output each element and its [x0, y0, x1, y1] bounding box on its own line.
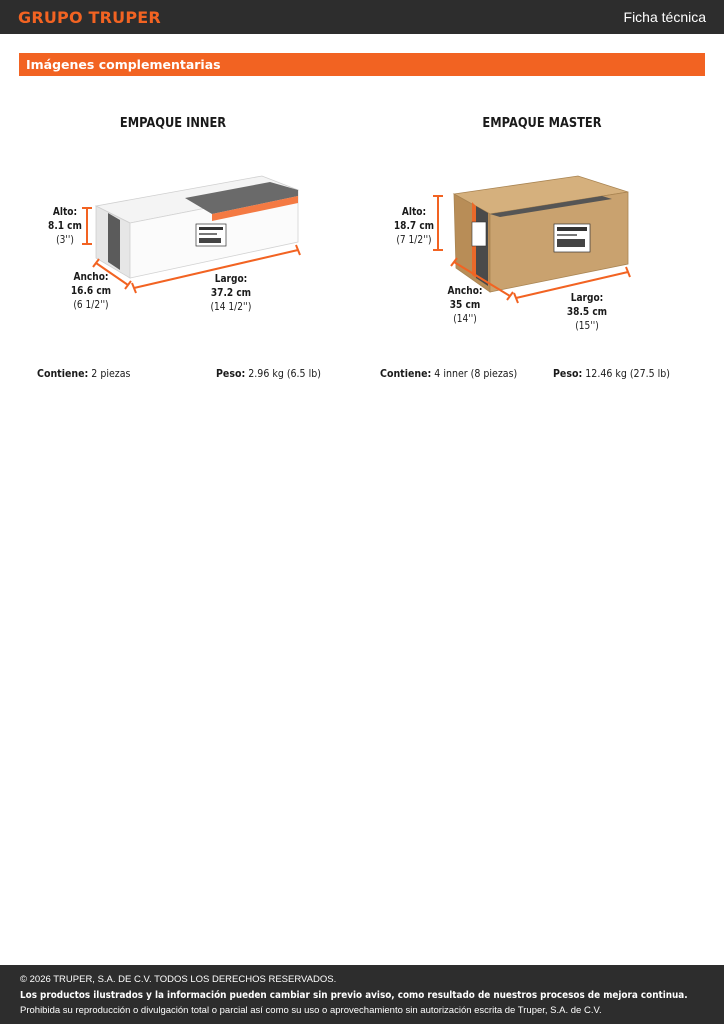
inner-ancho-label: Ancho: 16.6 cm (6 1/2'') — [70, 271, 112, 311]
package-master-title: EMPAQUE MASTER — [482, 116, 602, 131]
footer-copyright: © 2026 TRUPER, S.A. DE C.V. TODOS LOS DERECHOS RESERVADOS. — [20, 974, 337, 985]
inner-contiene: Contiene: 2 piezas — [37, 367, 131, 380]
master-box-illustration — [372, 110, 712, 400]
section-title: Imágenes complementarias — [26, 57, 221, 72]
footer-bar — [0, 965, 724, 1024]
master-peso: Peso: 12.46 kg (27.5 lb) — [553, 367, 670, 380]
inner-largo-label: Largo: 37.2 cm (14 1/2'') — [210, 273, 252, 313]
master-largo-label: Largo: 38.5 cm (15'') — [566, 292, 608, 332]
master-contiene: Contiene: 4 inner (8 piezas) — [380, 367, 518, 380]
footer-rights: Prohibida su reproducción o divulgación total o parcial así como su uso o aprovechamiento sin autorización escrita de Truper, S.A. de C.V. — [20, 1005, 602, 1016]
section-header-bar — [19, 53, 705, 76]
footer-notice: Los productos ilustrados y la información pueden cambiar sin previo aviso, como resultado de nuestros procesos de mejora continua. — [20, 990, 688, 1001]
package-inner — [30, 110, 370, 400]
master-box-shape — [454, 176, 628, 292]
package-master — [372, 110, 712, 400]
grupo-truper-logo: GRUPO TRUPER — [18, 8, 161, 27]
master-alto-label: Alto: 18.7 cm (7 1/2'') — [393, 206, 435, 246]
inner-box-shape — [96, 176, 298, 278]
top-header-bar — [0, 0, 724, 34]
inner-alto-label: Alto: 8.1 cm (3'') — [48, 206, 82, 246]
document-type-label: Ficha técnica — [623, 9, 706, 25]
master-ancho-label: Ancho: 35 cm (14'') — [447, 285, 483, 325]
package-inner-title: EMPAQUE INNER — [119, 116, 227, 131]
inner-box-illustration — [30, 110, 370, 400]
inner-peso: Peso: 2.96 kg (6.5 lb) — [216, 367, 321, 380]
